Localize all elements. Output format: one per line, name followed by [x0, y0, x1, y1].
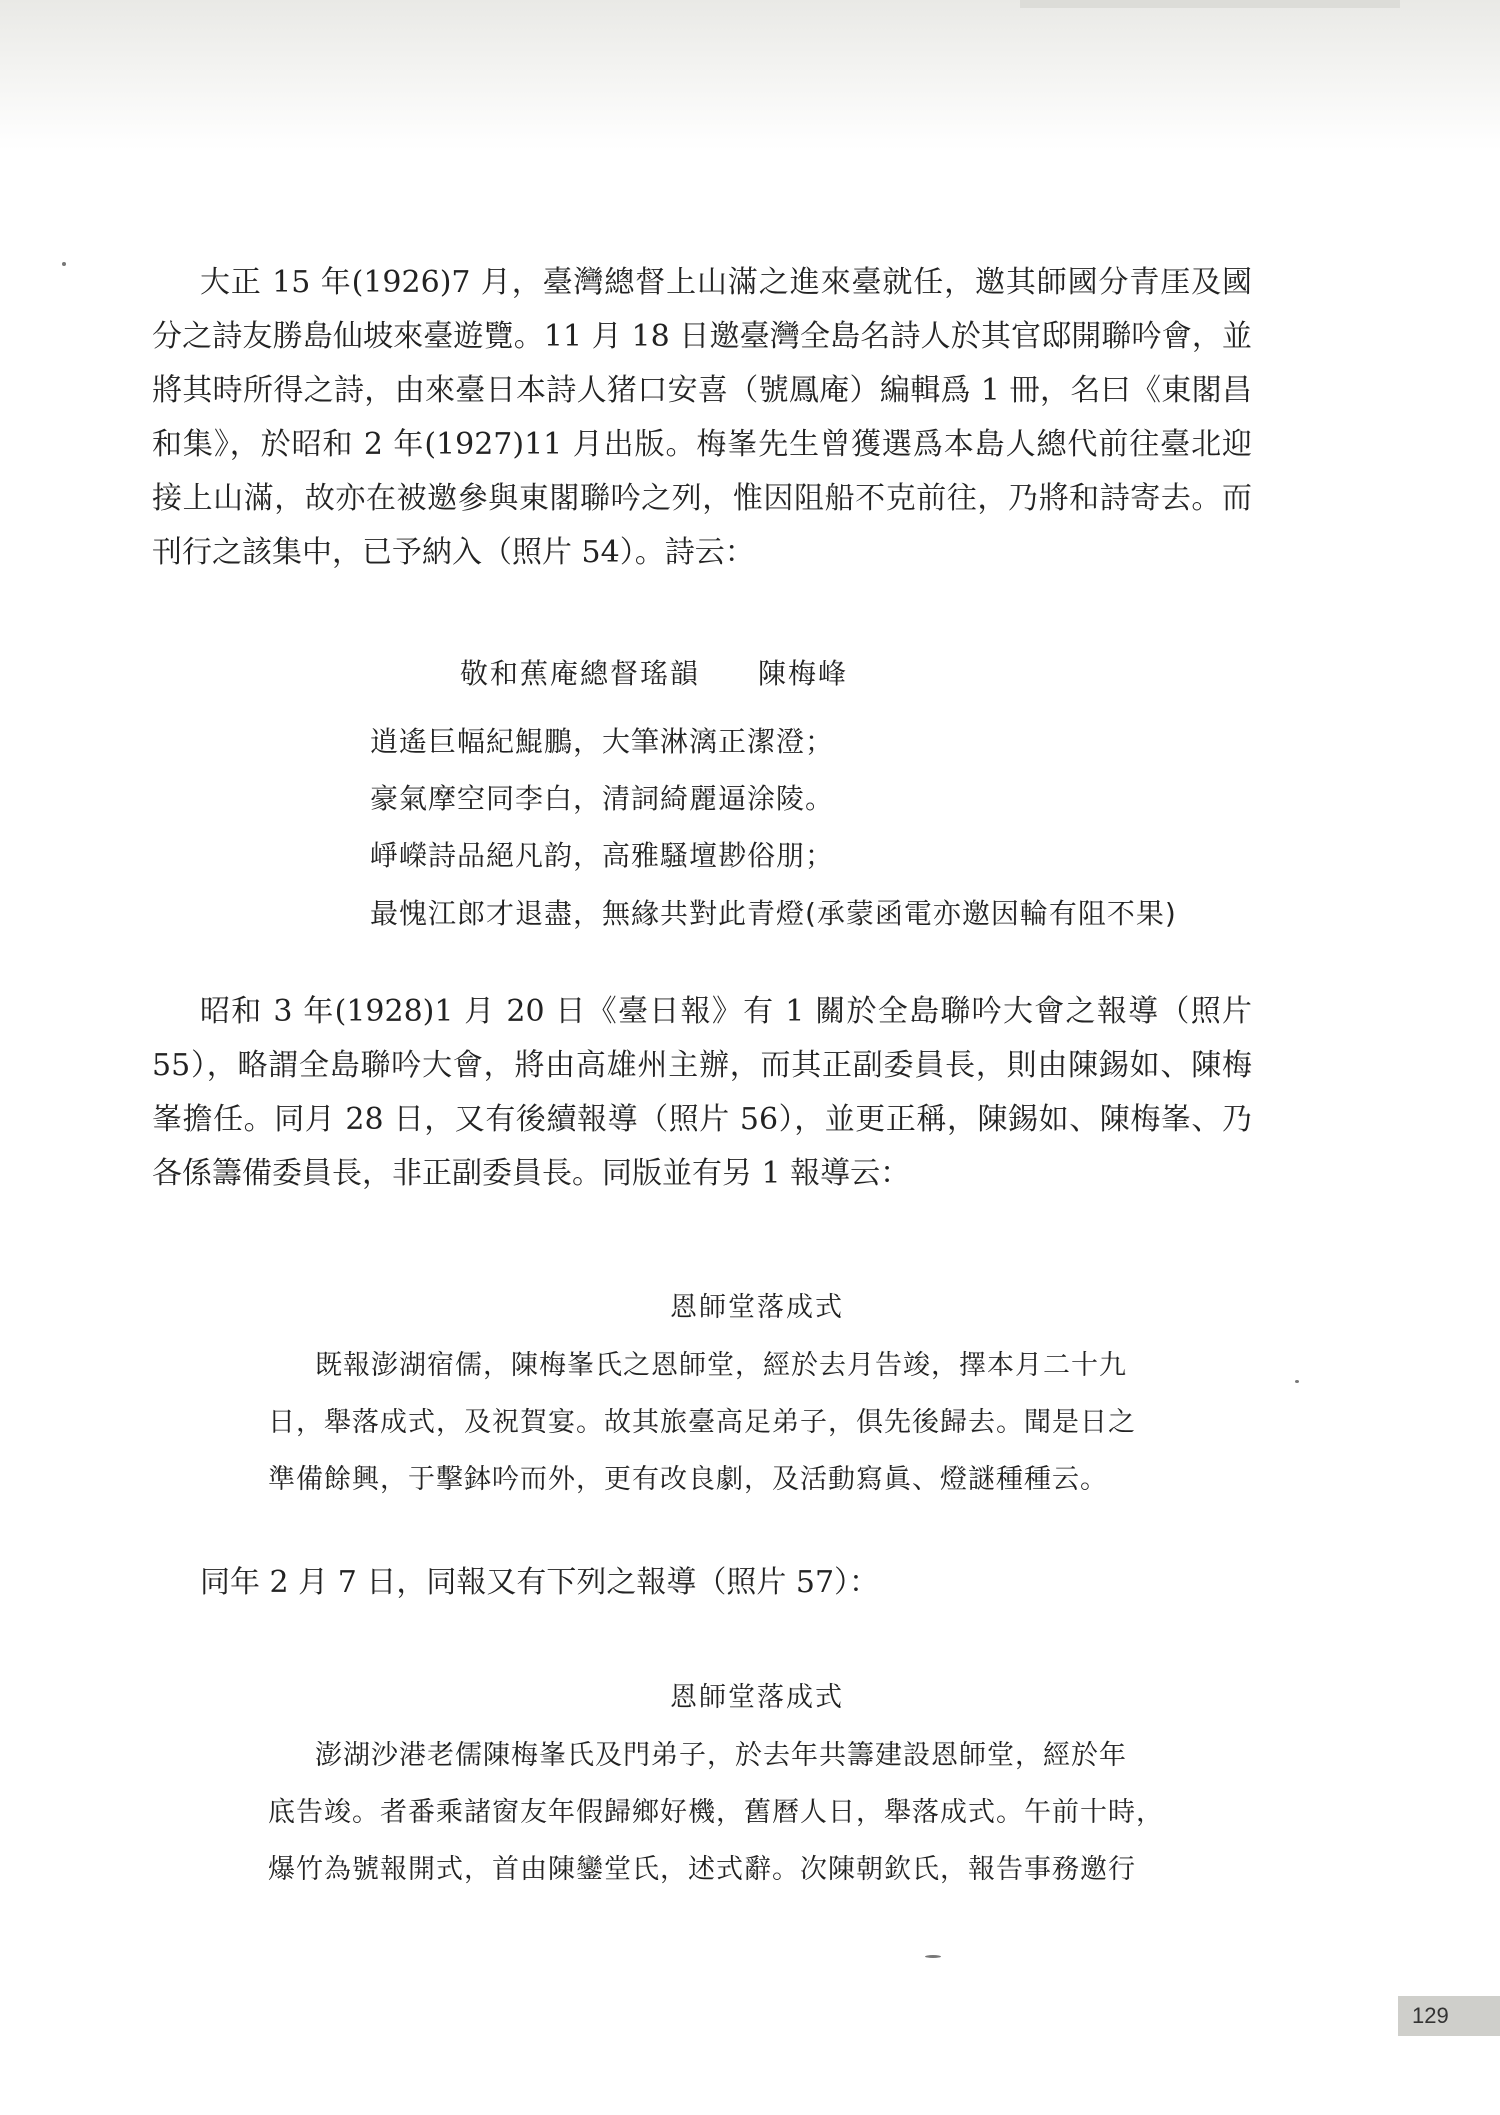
poem-line: 崢嶸詩品絕凡韵，高雅騷壇尠俗朋；	[370, 839, 835, 872]
scan-top-shading	[0, 0, 1500, 150]
page-number: 129	[1398, 1996, 1500, 2036]
paragraph-2: 昭和 3 年(1928)1 月 20 日《臺日報》有 1 關於全島聯吟大會之報導（照片 55），略謂全島聯吟大會，將由高雄州主辦，而其正副委員長，則由陳錫如、陳梅峯擔任。同月 28 日，又有後續報導（照片 56），並更正稱，陳錫如、陳梅峯、乃各係籌備委員長，非正副委員長。同版並有另 1 報導云：	[152, 994, 1252, 1191]
scan-speck	[925, 1955, 941, 1958]
quote-line: 爆竹為號報開式，首由陳鑾堂氏，述式辭。次陳朝欽氏，報告事務邀行	[268, 1854, 1136, 1885]
quote-line: 準備餘興，于擊鉢吟而外，更有改良劇，及活動寫眞、燈謎種種云。	[268, 1464, 1108, 1495]
poem-title: 敬和蕉庵總督瑤韻	[460, 657, 701, 690]
quote-title: 恩師堂落成式	[670, 1292, 844, 1323]
poem-line: 逍遙巨幅紀鯤鵬，大筆淋漓正潔澄；	[370, 725, 835, 758]
scan-speck	[1295, 1380, 1299, 1383]
paragraph-3: 同年 2 月 7 日，同報又有下列之報導（照片 57）：	[200, 1565, 880, 1600]
quote-line: 既報澎湖宿儒，陳梅峯氏之恩師堂，經於去月告竣，擇本月二十九	[315, 1350, 1127, 1381]
quote-line: 底告竣。者番乘諸窗友年假歸鄉好機，舊曆人日，舉落成式。午前十時，	[268, 1797, 1164, 1828]
poem-line: 豪氣摩空同李白，清詞綺麗逼涂陵。	[370, 782, 835, 815]
quote-line: 日，舉落成式，及祝賀宴。故其旅臺高足弟子，俱先後歸去。聞是日之	[268, 1407, 1136, 1438]
scan-speck	[62, 262, 66, 266]
poem-heading	[460, 652, 848, 692]
poem-line: 最愧江郎才退盡，無緣共對此青燈(承蒙函電亦邀因輪有阻不果)	[370, 897, 1177, 930]
quote-line: 澎湖沙港老儒陳梅峯氏及門弟子，於去年共籌建設恩師堂，經於年	[315, 1740, 1127, 1771]
poem-author: 陳梅峰	[758, 657, 849, 690]
paragraph-1: 大正 15 年(1926)7 月，臺灣總督上山滿之進來臺就任，邀其師國分青厓及國分之詩友勝島仙坡來臺遊覽。11 月 18 日邀臺灣全島名詩人於其官邸開聯吟會，並將其時所得之詩，由來臺日本詩人猪口安喜（號鳳庵）編輯爲 1 冊，名曰《東閣昌和集》，於昭和 2 年(1927)11 月出版。梅峯先生曾獲選爲本島人總代前往臺北迎接上山滿，故亦在被邀參與東閣聯吟之列，惟因阻船不克前往，乃將和詩寄去。而刊行之該集中，已予納入（照片 54）。詩云：	[152, 265, 1252, 570]
scan-smudge	[1020, 0, 1400, 8]
quote-title: 恩師堂落成式	[670, 1682, 844, 1713]
